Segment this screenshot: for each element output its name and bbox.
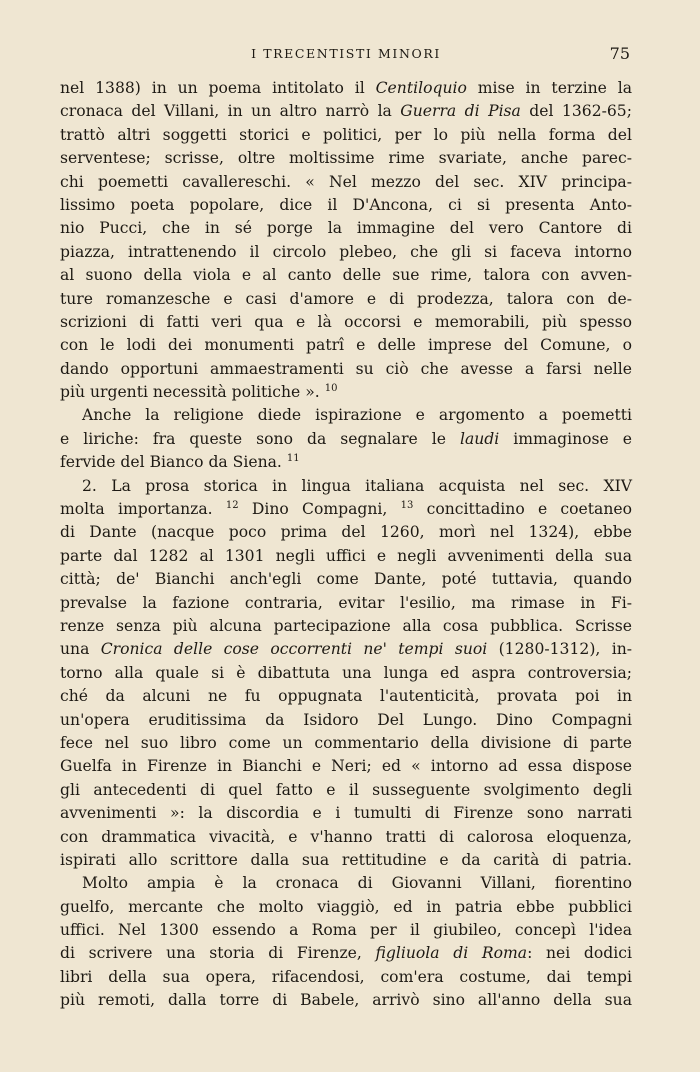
text-line: [60, 451, 632, 474]
text-run: 2. La prosa storica in lingua italiana acquista nel sec. XIV: [82, 476, 632, 495]
text-run: con drammatica vivacità, e v'hanno tratti di calorosa eloquenza,: [60, 827, 632, 846]
text-line: [60, 662, 632, 685]
text-line: [60, 638, 632, 661]
text-line: [60, 568, 632, 591]
text-run: scrizioni di fatti veri qua e là occorsi e memorabili, più spesso: [60, 312, 632, 331]
text-run: Anche la religione diede ispirazione e argomento a poemetti: [82, 406, 632, 425]
text-run: serventese; scrisse, oltre moltissime rime svariate, anche parec-: [60, 149, 632, 168]
text-line: [60, 966, 632, 989]
text-run: lissimo poeta popolare, dice il D'Ancona, ci si presenta Anto-: [60, 195, 632, 214]
text-run: dando opportuni ammaestramenti su ciò che avesse a farsi nelle: [60, 359, 632, 378]
text-run: prevalse la fazione contraria, evitar l'esilio, ma rimase in Fi-: [60, 593, 632, 612]
text-line: [60, 919, 632, 942]
text-line: [60, 896, 632, 919]
text-line: [60, 498, 632, 521]
text-run: nio Pucci, che in sé porge la immagine del vero Cantore di: [60, 219, 632, 238]
text-run: piazza, intrattenendo il circolo plebeo, che gli si faceva intorno: [60, 242, 632, 261]
text-run: al suono della viola e al canto delle sue rime, talora con avven-: [60, 266, 632, 285]
text-line: [60, 989, 632, 1012]
text-line: [60, 171, 632, 194]
footnote-ref: 10: [324, 383, 338, 395]
text-line: [60, 685, 632, 708]
text-line: [60, 802, 632, 825]
text-run: ché da alcuni ne fu oppugnata l'autenticità, provata poi in: [60, 687, 632, 706]
italic-text: figliuola di Roma: [375, 944, 528, 963]
text-line: [60, 849, 632, 872]
text-line: [60, 732, 632, 755]
italic-text: laudi: [459, 429, 500, 448]
text-run: con le lodi dei monumenti patrî e delle imprese del Comune, o: [60, 336, 632, 355]
text-run: più remoti, dalla torre di Babele, arrivò sino all'anno della sua: [60, 991, 632, 1010]
footnote-ref: 13: [400, 500, 414, 512]
text-line: [60, 779, 632, 802]
text-line: [60, 217, 632, 240]
running-head: [60, 44, 632, 66]
text-run: gli antecedenti di quel fatto e il susseguente svolgimento degli: [60, 780, 632, 799]
text-line: [60, 358, 632, 381]
text-line: [60, 475, 632, 498]
text-run: fece nel suo libro come un commentario della divisione di parte: [60, 733, 632, 752]
text-run: cronaca del Villani, in un altro narrò la: [60, 102, 401, 121]
text-run: renze senza più alcuna partecipazione alla cosa pubblica. Scrisse: [60, 616, 632, 635]
footnote-ref: 11: [286, 453, 300, 465]
text-run: Guelfa in Firenze in Bianchi e Neri; ed « intorno ad essa dispose: [60, 757, 632, 776]
text-line: [60, 77, 632, 100]
text-line: [60, 428, 632, 451]
text-run: un'opera eruditissima da Isidoro Del Lungo. Dino Compagni: [60, 710, 632, 729]
text-run: e liriche: fra queste sono da segnalare le: [60, 429, 460, 448]
text-run: chi poemetti cavallereschi. « Nel mezzo del sec. XIV principa-: [60, 172, 632, 191]
text-line: [60, 872, 632, 895]
text-run: di Dante (nacque poco prima del 1260, morì nel 1324), ebbe: [60, 523, 632, 542]
footnote-ref: 12: [225, 500, 239, 512]
text-line: [60, 942, 632, 965]
text-run: : nei dodici: [527, 944, 632, 963]
text-run: torno alla quale si è dibattuta una lunga ed aspra controversia;: [60, 663, 632, 682]
text-line: [60, 100, 632, 123]
text-run: di scrivere una storia di Firenze,: [60, 944, 376, 963]
text-run: concittadino e coetaneo: [413, 500, 632, 519]
text-run: nel 1388) in un poema intitolato il: [60, 79, 376, 97]
text-line: [60, 615, 632, 638]
text-line: [60, 709, 632, 732]
text-run: città; de' Bianchi anch'egli come Dante, poté tuttavia, quando: [60, 570, 632, 589]
text-run: parte dal 1282 al 1301 negli uffici e negli avvenimenti della sua: [60, 546, 632, 565]
text-line: [60, 288, 632, 311]
text-run: molta importanza.: [60, 500, 226, 519]
text-line: [60, 592, 632, 615]
text-line: [60, 124, 632, 147]
text-run: fervide del Bianco da Siena.: [60, 453, 287, 472]
text-run: avvenimenti »: la discordia e i tumulti di Firenze sono narrati: [60, 804, 632, 823]
text-run: immaginose e: [499, 429, 632, 448]
italic-text: Cronica delle cose occorrenti ne' tempi suoi: [100, 640, 488, 659]
text-line: [60, 545, 632, 568]
text-line: [60, 521, 632, 544]
text-run: una: [60, 640, 101, 659]
text-run: ispirati allo scrittore dalla sua rettitudine e da carità di patria.: [60, 850, 632, 869]
text-line: [60, 264, 632, 287]
text-line: [60, 755, 632, 778]
text-line: [60, 381, 632, 404]
text-run: uffici. Nel 1300 essendo a Roma per il giubileo, concepì l'idea: [60, 921, 632, 940]
text-run: del 1362-65;: [520, 102, 632, 121]
text-line: [60, 334, 632, 357]
text-run: trattò altri soggetti storici e politici, per lo più nella forma del: [60, 125, 632, 144]
text-run: (1280-1312), in-: [487, 640, 633, 659]
text-line: [60, 404, 632, 427]
text-run: ture romanzesche e casi d'amore e di prodezza, talora con de-: [60, 289, 632, 308]
body-text: [60, 77, 632, 1013]
text-run: Dino Compagni,: [238, 500, 401, 519]
running-title: I TRECENTISTI MINORI: [251, 46, 441, 61]
text-line: [60, 241, 632, 264]
page-number: 75: [609, 44, 630, 63]
text-run: mise in terzine la: [466, 79, 632, 97]
text-line: [60, 147, 632, 170]
text-run: libri della sua opera, rifacendosi, com'era costume, dai tempi: [60, 967, 632, 986]
text-run: guelfo, mercante che molto viaggiò, ed in patria ebbe pubblici: [60, 897, 632, 916]
italic-text: Guerra di Pisa: [400, 102, 521, 121]
text-run: più urgenti necessità politiche ».: [60, 383, 325, 402]
text-line: [60, 194, 632, 217]
text-line: [60, 826, 632, 849]
text-line: [60, 311, 632, 334]
italic-text: Centiloquio: [375, 79, 467, 97]
text-run: Molto ampia è la cronaca di Giovanni Villani, fiorentino: [82, 874, 632, 893]
